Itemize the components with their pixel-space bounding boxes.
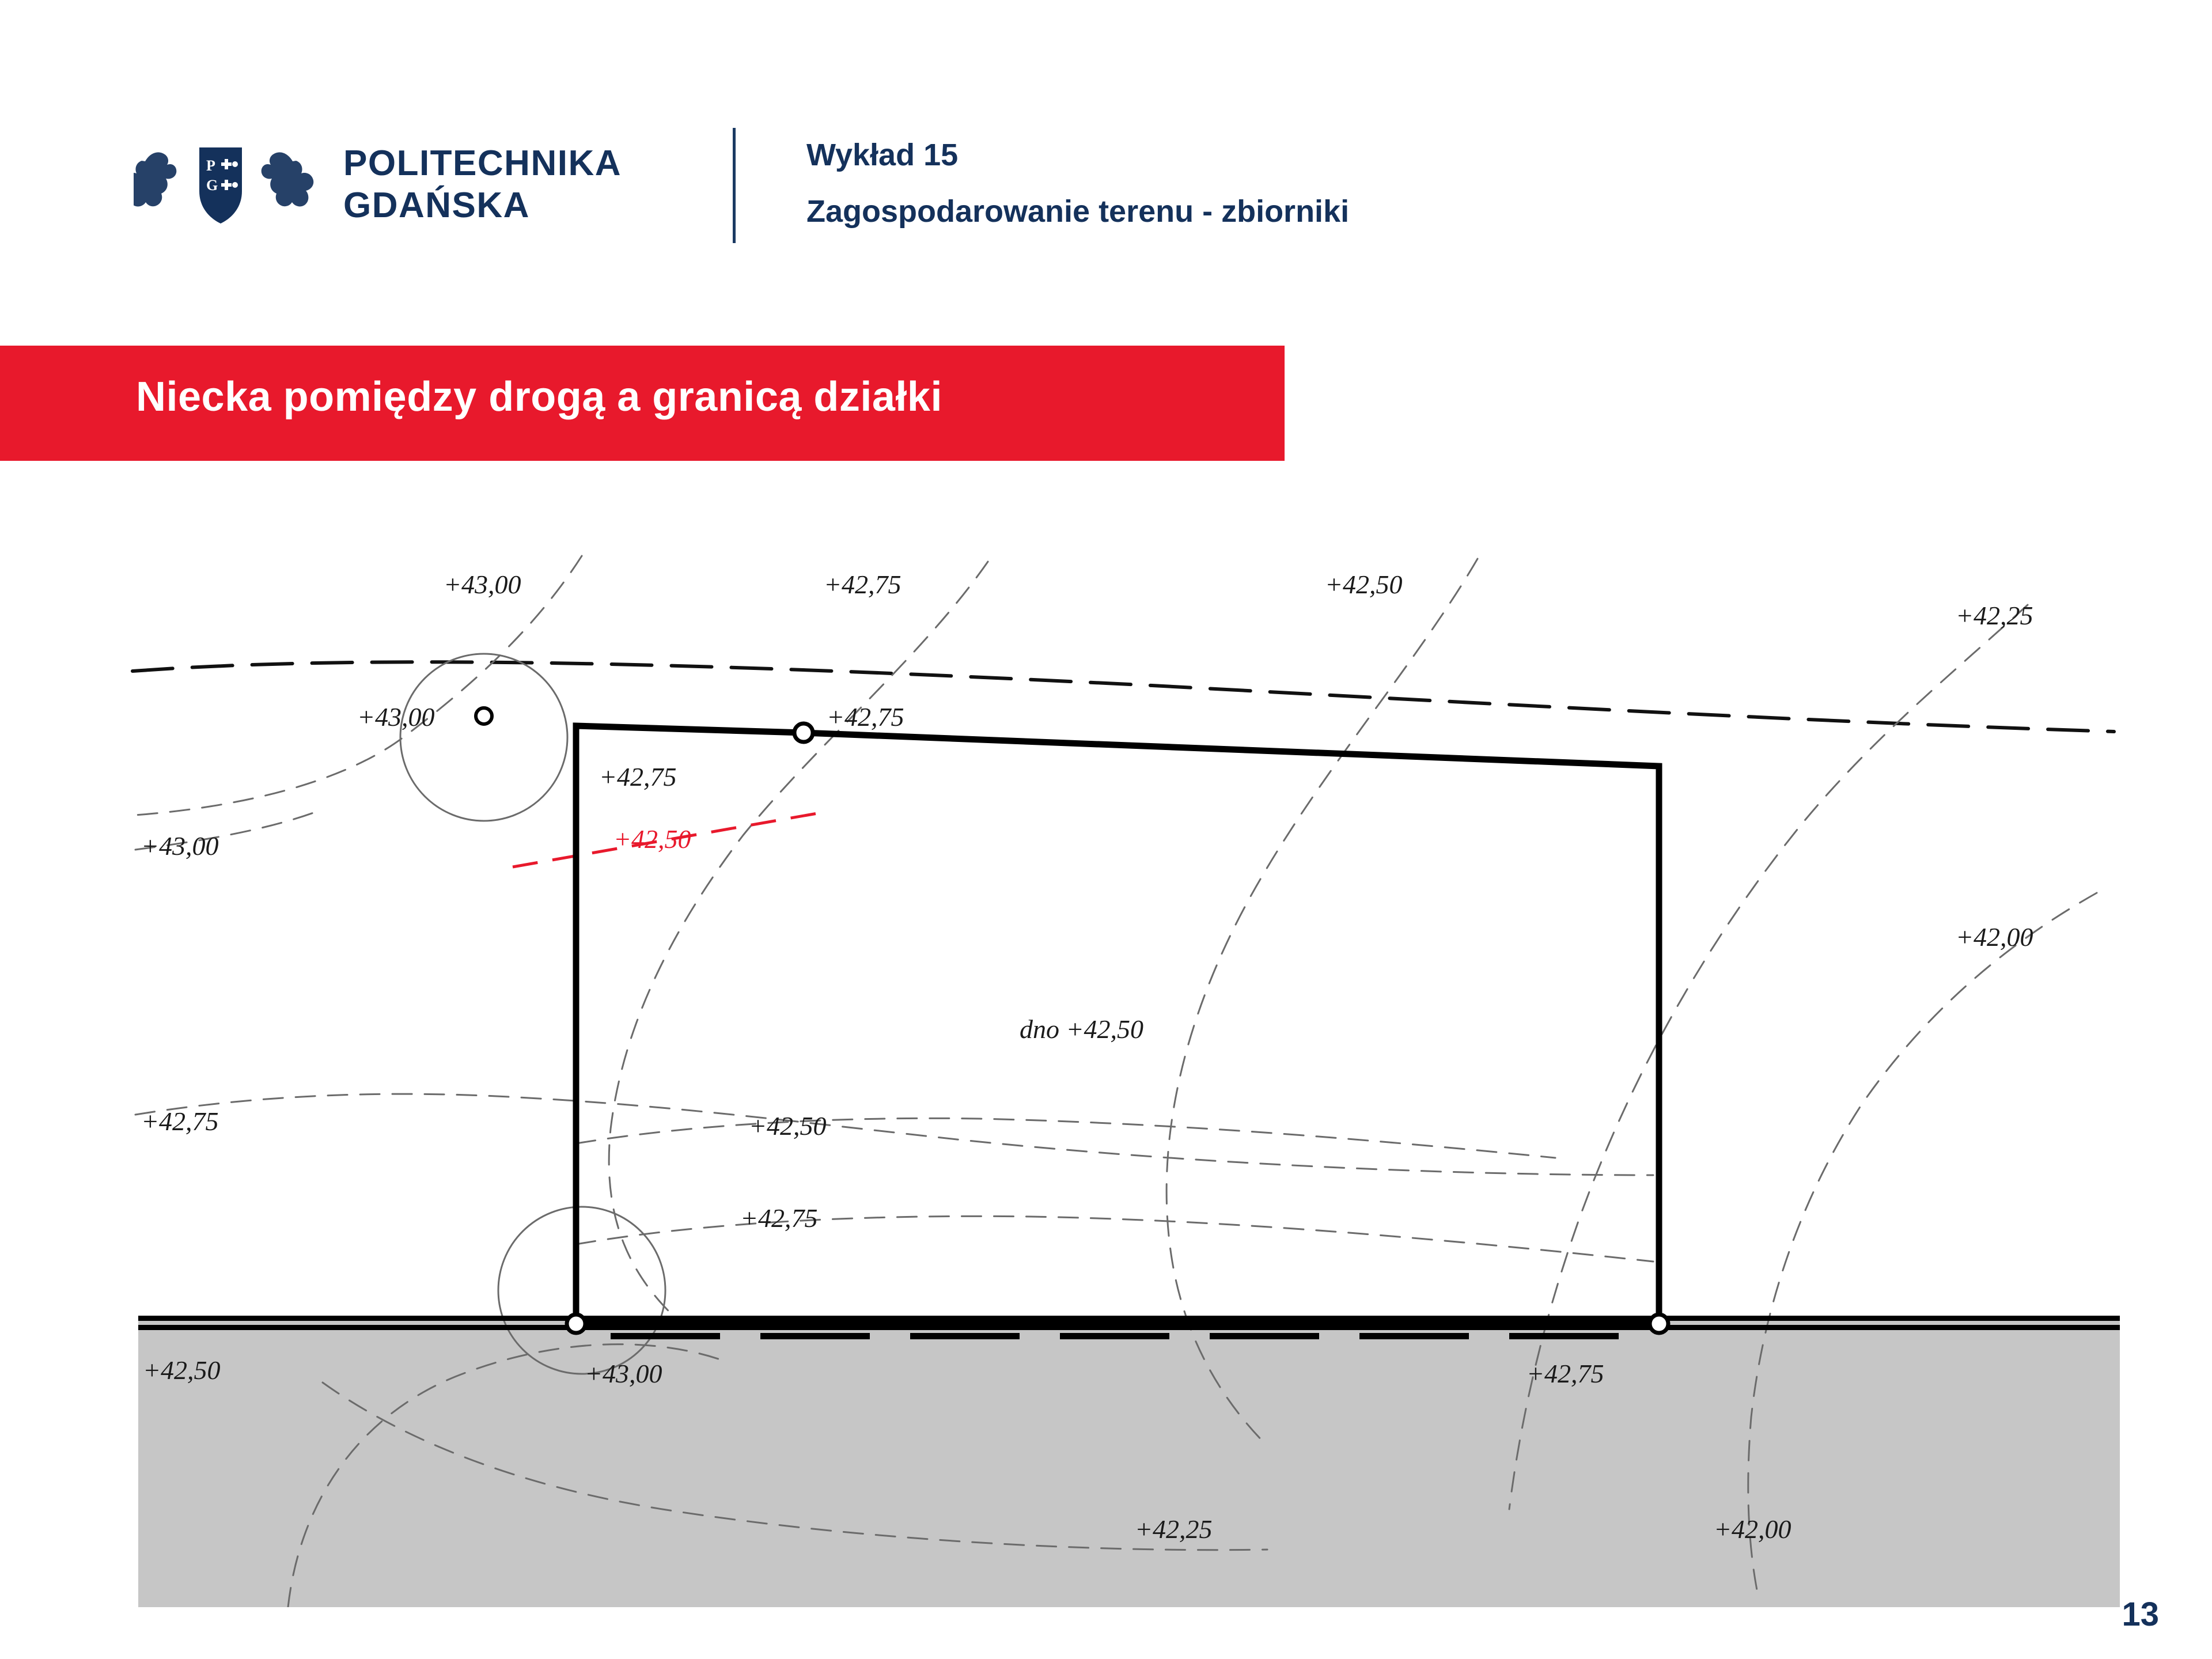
page-header xyxy=(0,0,2212,323)
site-plan-diagram xyxy=(0,495,2212,1607)
contour-42-50-mid xyxy=(576,1118,1555,1158)
elev-label-42-50-mid: +42,50 xyxy=(749,1111,827,1141)
contour-42-50-a xyxy=(1166,559,1478,1446)
elev-label-42-25-bottom: +42,25 xyxy=(1135,1514,1213,1544)
elev-label-42-25-top: +42,25 xyxy=(1956,601,2033,630)
university-name-line1: POLITECHNIKA xyxy=(343,143,622,183)
elev-label-42-00-bottom: +42,00 xyxy=(1714,1514,1791,1544)
elev-label-42-75-road: +42,75 xyxy=(1527,1359,1604,1388)
elev-label-43-00-node: +43,00 xyxy=(357,702,435,732)
section-title: Niecka pomiędzy drogą a granicą działki xyxy=(136,374,942,420)
header-title-block xyxy=(806,137,1349,229)
elev-label-42-75-node: +42,75 xyxy=(827,702,904,732)
elev-label-42-75-left: +42,75 xyxy=(141,1107,219,1136)
elev-label-42-50-bottomleft: +42,50 xyxy=(143,1355,221,1385)
svg-text:P: P xyxy=(206,157,215,174)
page-number: 13 xyxy=(2122,1596,2159,1633)
elev-label-42-50-top: +42,50 xyxy=(1325,570,1403,599)
lecture-number: Wykład 15 xyxy=(806,138,959,172)
elev-label-42-75-top: +42,75 xyxy=(824,570,902,599)
contour-42-75-left xyxy=(135,1094,1653,1175)
elev-label-42-50-red: +42,50 xyxy=(613,824,691,854)
svg-text:G: G xyxy=(206,177,218,194)
elev-label-42-00-right: +42,00 xyxy=(1956,922,2033,952)
curb-dashes xyxy=(611,1333,1619,1339)
elev-label-42-75-inner: +42,75 xyxy=(599,762,677,791)
header-divider xyxy=(733,128,736,243)
lecture-subject: Zagospodarowanie terenu - zbiorniki xyxy=(806,194,1350,229)
university-name-line2: GDAŃSKA xyxy=(343,185,530,225)
road-surface-fill xyxy=(138,1319,2120,1607)
university-logo xyxy=(134,127,622,242)
elev-label-43-00-top: +43,00 xyxy=(444,570,521,599)
elev-label-42-75-mid: +42,75 xyxy=(740,1203,818,1233)
pg-crest-icon xyxy=(134,127,324,242)
university-name xyxy=(343,142,622,226)
detail-circle-top xyxy=(400,654,567,821)
elev-label-43-00-left: +43,00 xyxy=(141,831,219,861)
elev-label-43-00-road: +43,00 xyxy=(585,1359,662,1388)
contour-42-75-mid xyxy=(576,1216,1653,1262)
basin-bottom-label: dno +42,50 xyxy=(1020,1014,1144,1044)
